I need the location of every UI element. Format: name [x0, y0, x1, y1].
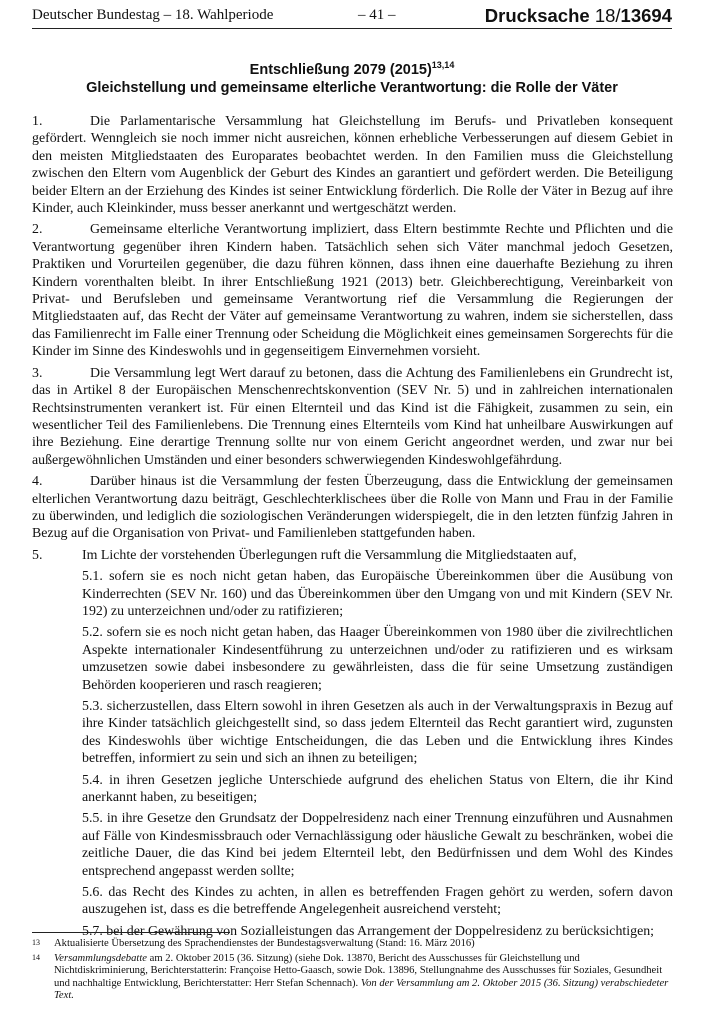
paragraph-2: [32, 221, 673, 360]
paragraph-number: 4.: [32, 474, 43, 490]
paragraph-text: Die Versammlung legt Wert darauf zu betonen, dass die Achtung des Familienlebens ein Grundrecht ist, das in Artikel 8 der Europäischen Menschenrechtskonvention (SEV Nr. 5) und in zahlreichen internationalen Rechtsinstrumenten verankert ist. Für einen Elternteil und das Kind ist die Fähigkeit, zusammen zu sein, ein wesentlicher Teil des Familienlebens. Die Trennung eines Elternteils vom Kind hat unheilbare Auswirkungen auf ihre Beziehung. Eine derartige Trennung sollte nur von einem Gericht angeordnet werden, und zwar nur bei außergewöhnlichen Umständen und einer besonders schwerwiegenden Kindeswohlgefährdung.: [32, 365, 673, 468]
footnote-text: Aktualisierte Übersetzung des Sprachendienstes der Bundestagsverwaltung (Stand: 16. März 2016): [54, 938, 475, 949]
resolution-title-text: Entschließung 2079 (2015): [249, 61, 432, 78]
resolution-body: [32, 113, 673, 944]
paragraph-text: Im Lichte der vorstehenden Überlegungen ruft die Versammlung die Mitgliedstaaten auf,: [82, 547, 577, 563]
paragraph-text: Gemeinsame elterliche Verantwortung impliziert, dass Eltern bestimmte Rechte und Pflichten und die Verantwortung gegenüber ihren Kindern haben. Tatsächlich sehen sich Väter manchmal jedoch Gesetzen, Praktiken und Vorurteilen gegenüber, die dazu führen können, dass ihnen eine dauerhafte Beziehung zu ihren Kindern vorenthalten bleibt. In ihrer Entschließung 1921 (2013) betr. Gleichberechtigung, Vereinbarkeit von Privat- und Berufsleben und gemeinsame Verantwortung rief die Versammlung die Regierungen der Mitgliedstaaten auf, das Recht der Väter auf gemeinsame Verantwortung zu wahren, indem sie sicherstellen, dass das Familienrecht im Falle einer Trennung oder Scheidung die Möglichkeit eines gemeinsamen Sorgerechts für die Kinder im Sinne des Kindeswohls und in gegenseitigem Einvernehmen vorsieht.: [32, 222, 673, 360]
subparagraph-5-6: 5.6. das Recht des Kindes zu achten, in allen es betreffenden Fragen gehört zu werden, sofern davon auszugehen ist, dass es die betreffende Angelegenheit ausreichend versteht;: [82, 885, 673, 918]
subparagraph-5-4: 5.4. in ihren Gesetzen jegliche Unterschiede aufgrund des ehelichen Status von Eltern, die ihr Kind anerkannt haben, zu beseitigen;: [82, 772, 673, 806]
footnote-13: [32, 938, 673, 951]
footnote-text: am 2. Oktober 2015 (36. Sitzung) (siehe Dok. 13870, Bericht des Ausschusses für Gleichstellung und Nichtdiskriminierung, Berichterstatterin: Françoise Hetto-Gaasch, sowie Dok. 13896, Stellungnahme des Ausschusses für Soziales, Gesundheit und nachhaltige Entwicklung, Berichterstatter: Herr Stefan Schennach).: [54, 952, 663, 989]
title-footnote-refs: 13,14: [431, 60, 455, 70]
footnote-divider: [32, 932, 230, 933]
header-doc-label: Drucksache: [484, 5, 590, 26]
subparagraph-5-7: 5.7. bei der Gewährung von Sozialleistungen das Arrangement der Doppelresidenz zu berücksichtigen;: [82, 923, 655, 939]
footnote-italic-end: Von der Versammlung am 2. Oktober 2015 (36. Sitzung) verabschiedeter Text.: [54, 977, 669, 1001]
resolution-subtitle: Gleichstellung und gemeinsame elterliche Verantwortung: die Rolle der Väter: [86, 80, 618, 96]
resolution-title: [32, 60, 672, 78]
header-document-number: [485, 5, 672, 27]
paragraph-3: [32, 365, 673, 469]
header-parliament-label: Deutscher Bundestag – 18. Wahlperiode: [32, 7, 274, 23]
footnote-14: [32, 953, 673, 1003]
paragraph-5: [32, 547, 673, 564]
paragraph-number: 3.: [32, 365, 43, 381]
footnote-number: 13: [32, 938, 40, 947]
subparagraph-5-2: 5.2. sofern sie es noch nicht getan haben, das Haager Übereinkommen von 1980 über die zivilrechtlichen Aspekte internationaler Kindesentführung zu unterzeichnen und/oder zu ratifizieren und es wirksam umzusetzen sowie dabei insbesondere zu gewährleisten, dass die für seine Umsetzung zuständigen Behörden kooperieren und rasch reagieren;: [82, 625, 673, 693]
footnote-italic-start: Versammlungsdebatte: [54, 952, 147, 964]
header-doc-number-suffix: 13694: [620, 5, 672, 26]
paragraph-text: Darüber hinaus ist die Versammlung der festen Überzeugung, dass die Entwicklung der gemeinsamen elterlichen Verantwortung dazu beiträgt, Geschlechterklischees über die Rolle von Mann und Frau in der Familie zu überwinden, und lediglich die soziologischen Veränderungen widerspiegelt, die in den letzten fünfzig Jahren in Bezug auf die Organisation von Privat- und Familienleben stattgefunden haben.: [32, 474, 673, 542]
paragraph-number: 5.: [32, 547, 43, 563]
subparagraph-5-1: 5.1. sofern sie es noch nicht getan haben, das Europäische Übereinkommen über die Ausübung von Kinderrechten (SEV Nr. 160) und das Übereinkommen über den Umgang von und mit Kindern (SEV Nr. 192) zu unterzeichnen und/oder zu ratifizieren;: [82, 569, 673, 619]
header-doc-number-prefix: 18/: [594, 5, 621, 26]
paragraph-number: 1.: [32, 114, 43, 129]
footnote-number: 14: [32, 952, 40, 962]
paragraph-1: [32, 113, 673, 217]
footnotes: [32, 938, 673, 1005]
subparagraph-5-5: 5.5. in ihre Gesetze den Grundsatz der Doppelresidenz nach einer Trennung einzuführen und Ausnahmen auf Fälle von Kindesmissbrauch oder Vernachlässigung oder häusliche Gewalt zu beschränken, wobei die zeitliche Dauer, die das Kind bei jedem Elternteil lebt, den Bedürfnissen und dem Wohl des Kindes entsprechend angepasst werden sollte;: [82, 811, 673, 879]
paragraph-text: Die Parlamentarische Versammlung hat Gleichstellung im Berufs- und Privatleben konsequent gefördert. Wenngleich sie noch immer nicht ausreichen, können erhebliche Verbesserungen auf diesem Gebiet in den meisten Mitgliedstaaten des Europarates beobachtet werden. In den Familien muss die Gleichstellung zwischen den Eltern vom Augenblick der Geburt des Kindes an garantiert und gefördert werden. Die Beteiligung beider Eltern an der Erziehung des Kindes ist seiner Entwicklung förderlich. Die Rolle der Väter in Bezug auf ihre Kinder, auch Kleinkinder, muss besser anerkannt und wertgeschätzt werden.: [32, 114, 673, 217]
subparagraph-5-3: 5.3. sicherzustellen, dass Eltern sowohl in ihren Gesetzen als auch in der Verwaltungspraxis in Bezug auf ihre Kinder tatsächlich gleichgestellt sind, so dass jedem Elternteil das Recht garantiert wird, zugunsten des Kindeswohls über wichtige Entscheidungen, die das Leben und die Entwicklung ihres Kindes betreffen, informiert zu sein und sich an ihnen zu beteiligen;: [82, 699, 673, 767]
paragraph-4: [32, 473, 673, 543]
header-page-number: – 41 –: [358, 7, 396, 23]
page-header: [32, 6, 672, 29]
paragraph-number: 2.: [32, 222, 43, 238]
